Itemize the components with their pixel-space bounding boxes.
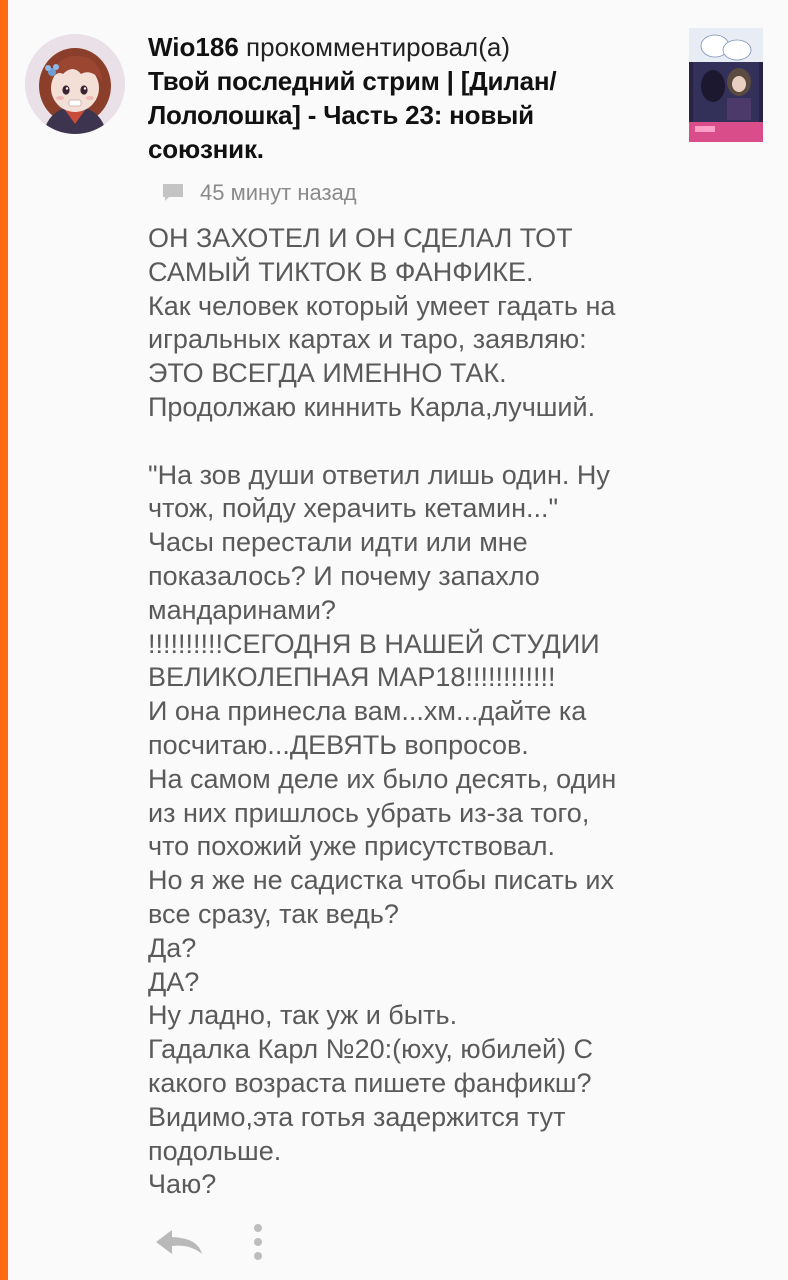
comment-body-line: ЭТО ВСЕГДА ИМЕННО ТАК. [148, 358, 507, 389]
post-thumbnail[interactable] [689, 28, 763, 142]
comment-body-line: все сразу, так ведь? [148, 898, 399, 929]
comment-body-line: какого возраста пишете фанфикш? [148, 1067, 592, 1098]
comment-body-line: посчитаю...ДЕВЯТЬ вопросов. [148, 729, 529, 760]
comment-body-line: Часы перестали идти или мне [148, 527, 528, 558]
comment-body-line: ОН ЗАХОТЕЛ И ОН СДЕЛАЛ ТОТ [148, 223, 573, 253]
comment-body-line: Продолжаю киннить Карла,лучший. [148, 391, 596, 422]
comment-body-line: мандаринами? [148, 594, 336, 625]
comment-body-line: "На зов души ответил лишь один. Ну [148, 459, 610, 490]
vertical-dots-icon[interactable] [246, 1222, 270, 1262]
comment-body-line: из них пришлось убрать из-за того, [148, 797, 590, 828]
comment-body-line: И она принесла вам...хм...дайте ка [148, 696, 587, 727]
comment-action-text: прокомментировал(а) [246, 32, 511, 62]
post-title-line[interactable]: Лололошка] - Часть 23: новый [148, 100, 534, 130]
comment-body [148, 222, 708, 1202]
comment-body-line: показалось? И почему запахло [148, 560, 540, 591]
comment-header [148, 30, 668, 166]
comment-body-line: На самом деле их было десять, один [148, 763, 617, 794]
speech-bubble-icon [162, 183, 184, 203]
comment-body-line: игральных картах и таро, заявляю: [148, 324, 587, 355]
comment-body-line: Но я же не садистка чтобы писать их [148, 865, 614, 896]
comment-body-line: САМЫЙ ТИКТОК В ФАНФИКЕ. [148, 256, 534, 287]
comment-body-line: !!!!!!!!!!СЕГОДНЯ В НАШЕЙ СТУДИИ [148, 628, 600, 659]
comment-body-line: Чаю? [148, 1169, 217, 1200]
comment-timestamp: 45 минут назад [200, 180, 357, 205]
comment-body-line [148, 425, 708, 459]
comment-body-line: Да? [148, 932, 197, 963]
username-link[interactable]: Wio186 [148, 32, 239, 62]
comment-body-line: что похожий уже присутствовал. [148, 831, 556, 862]
comment-body-line: чтож, пойду херачить кетамин..." [148, 493, 559, 524]
post-title-line[interactable]: союзник. [148, 134, 264, 164]
comment-body-line: ДА? [148, 966, 200, 997]
post-title-line[interactable]: Твой последний стрим | [Дилан/ [148, 66, 557, 96]
comment-body-line: Как человек который умеет гадать на [148, 290, 616, 321]
comment-body-line: Видимо,эта готья задержится тут [148, 1101, 566, 1132]
accent-bar [0, 0, 8, 1280]
comment-body-line: Ну ладно, так уж и быть. [148, 1000, 458, 1031]
comment-meta [162, 178, 357, 208]
reply-arrow-icon[interactable] [152, 1226, 206, 1258]
avatar-image [25, 34, 125, 134]
user-avatar[interactable] [25, 34, 125, 134]
comment-body-line: Гадалка Карл №20:(юху, юбилей) С [148, 1034, 594, 1065]
post-thumbnail-image [689, 28, 763, 142]
comment-body-line: подольше. [148, 1135, 282, 1166]
comment-body-line: ВЕЛИКОЛЕПНАЯ МАР18!!!!!!!!!!!! [148, 662, 556, 693]
